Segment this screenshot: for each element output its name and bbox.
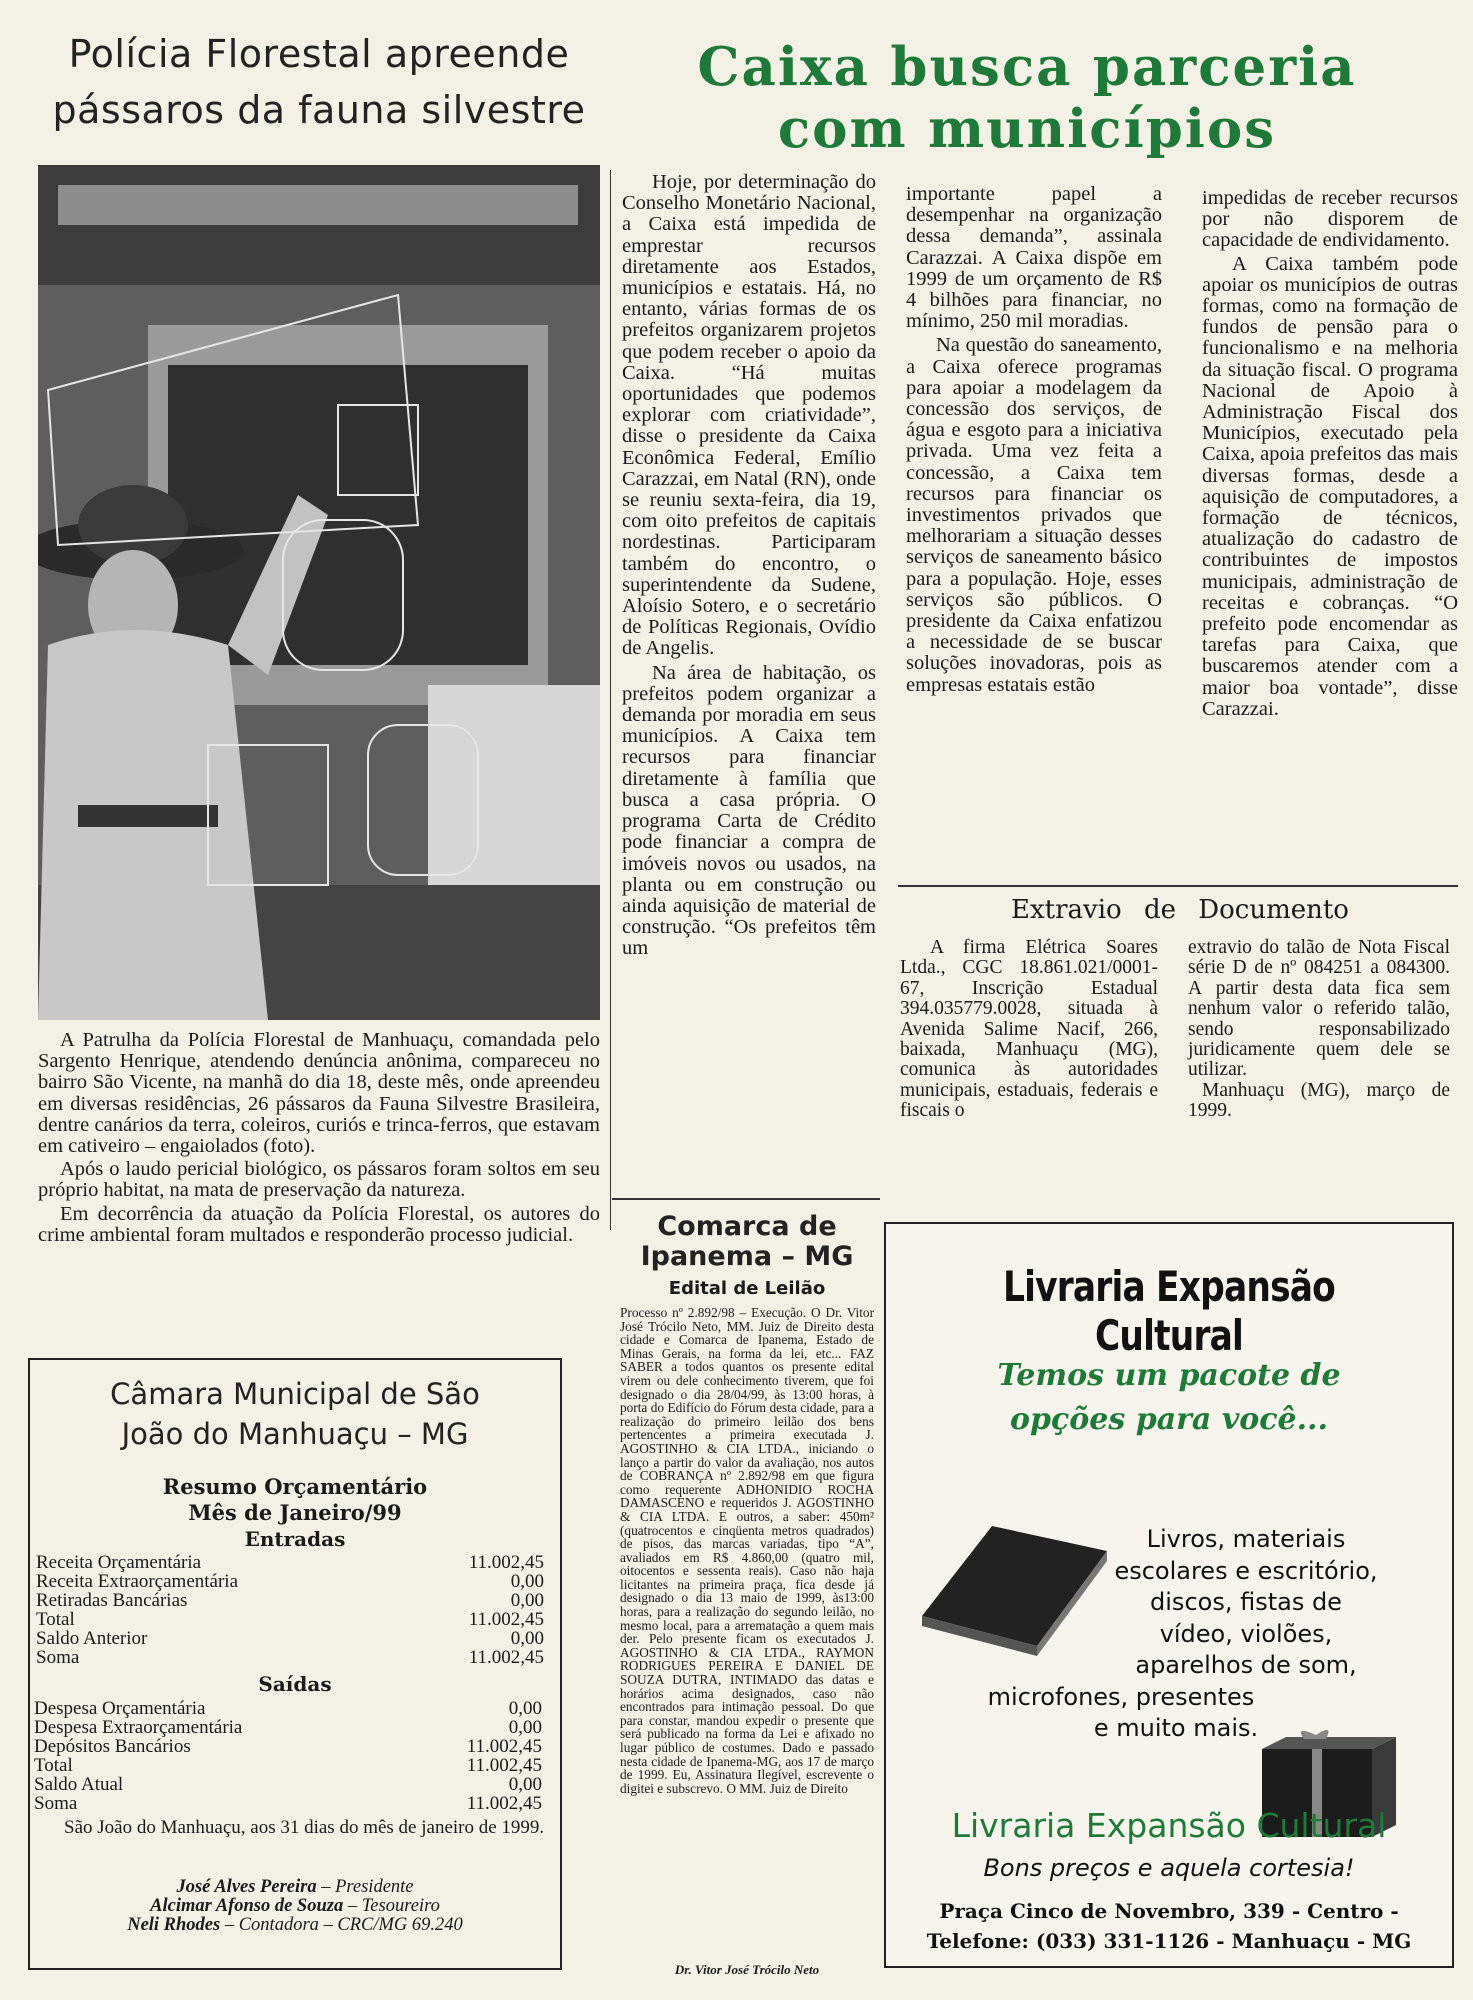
main-article-column-3 [1202,188,1458,720]
camara-title [30,1374,560,1454]
caption-paragraph-1: A Patrulha da Polícia Florestal de Manhuaçu, comandada pelo Sargento Henrique, atendendo denúncia anônima, compareceu no bairro São Vicente, na manhã do dia 18, deste mês, onde apreendeu em diversas residências, 26 pássaros da Fauna Silvestre Brasileira, dentre canários da terra, coleiros, curiós e trinca-ferros, que estavam em cativeiro – engaiolados (foto). [38,1029,600,1158]
signature-accountant-role: – Contadora – CRC/MG 69.240 [220,1915,463,1935]
saida-row [34,1775,542,1794]
signature-treasurer [30,1897,560,1916]
camara-title-line-1: Câmara Municipal de São [110,1377,480,1411]
camara-signatures [30,1878,560,1935]
ledger-value: 0,00 [508,1717,542,1738]
extravio-column-2 [1188,938,1450,1122]
saidas-list [34,1699,542,1813]
ad-address-line: Praça Cinco de Novembro, 339 - Centro - [939,1899,1399,1923]
ad-tagline-line-1: Temos um pacote de [997,1358,1341,1393]
ledger-value: 0,00 [508,1774,542,1795]
ledger-value: 11.002,45 [466,1755,542,1776]
main-headline-line-2: com municípios [777,98,1277,160]
comarca-title [612,1212,882,1272]
ledger-value: 11.002,45 [468,1647,544,1668]
ad-product-line: e muito mais. [1093,1714,1259,1742]
comarca-title-line-1: Comarca de [657,1211,837,1242]
main-article-column-2 [906,184,1162,696]
extravio-signature: Manhuaçu (MG), março de 1999. [1188,1079,1450,1122]
police-photo [38,165,600,1020]
camara-subtitle-line-1: Resumo Orçamentário [162,1474,428,1499]
ledger-label: Despesa Orçamentária [34,1698,206,1719]
signature-president-name: José Alves Pereira [176,1877,317,1897]
ledger-label: Retiradas Bancárias [36,1590,188,1611]
main-col2-paragraph-1: importante papel a desempenhar na organização dessa demanda”, assinala Carazzai. A Caixa dispõe em 1999 de um orçamento de R$ 4 bilhões para financiar, no mínimo, 250 mil moradias. [906,183,1162,333]
camara-subtitle [30,1474,560,1552]
ledger-value: 0,00 [510,1571,544,1592]
comarca-title-line-2: Ipanema – MG [640,1241,854,1272]
saida-row [34,1794,542,1813]
entrada-row [36,1610,544,1629]
ad-address [886,1896,1452,1956]
ledger-value: 0,00 [508,1698,542,1719]
ad-tagline-line-2: opções para você... [1010,1402,1328,1437]
saida-row [34,1718,542,1737]
caption-paragraph-2: Após o laudo pericial biológico, os pássaros foram soltos em seu próprio habitat, na mata de preservação da natureza. [38,1158,600,1202]
ledger-value: 0,00 [510,1628,544,1649]
main-headline-line-1: Caixa busca parceria [697,36,1357,98]
ledger-label: Soma [36,1647,80,1668]
signature-president-role: – Presidente [316,1877,414,1897]
ledger-value: 0,00 [510,1590,544,1611]
entrada-row [36,1553,544,1572]
extravio-col2-text: extravio do talão de Nota Fiscal série D de nº 084251 a 084300. A partir desta data fica sem nenhum valor o referido talão, sendo responsabilizado juridicamente quem dele se utilizar. [1188,937,1450,1081]
ad-products [987,1524,1446,1745]
comarca-subtitle: Edital de Leilão [668,1278,826,1299]
ledger-label: Total [36,1609,75,1630]
comarca-body: Processo nº 2.892/98 – Execução. O Dr. Vitor José Trócilo Neto, MM. Juiz de Direito desta cidade e Comarca de Ipanema, Estado de Minas Gerais, na forma da lei, etc... FAZ SABER a todos quantos os presente edital virem ou dele conhecimento tiverem, que foi designado o dia 28/04/99, às 13:00 horas, à porta do Edifício do Fórum desta cidade, para a realização do primeiro leilão dos bens pertencentes a primeira executada J. AGOSTINHO & CIA LTDA., iniciando o lanço a partir do valor da avaliação, nos autos de COBRANÇA nº 2.892/98 em que figura como requerente ADHONIDIO ROCHA DAMASCENO e requeridos J. AGOSTINHO & CIA LTDA. E outros, a saber: 450m² (quatrocentos e cinqüenta metros quadrados) de pisos, das marcas variadas, tipo “A”, avaliados em R$ 4.860,00 (quatro mil, oitocentos e sessenta reais). Caso não haja licitantes na primeira praça, fica desde já designado o dia 13 maio de 1999, às13:00 horas, para a realização do segundo leilão, no mesmo local, para a arrematação a quem mais der. Pelo presente ficam os executados J. AGOSTINHO & CIA LTDA., RAYMON RODRIGUES PEREIRA E DANIEL DE SOUZA DUTRA, INTIMADO das datas e horários acima designados, caso não encontrados para intimação pessoal. Do que para constar, mandou expedir o presente que será publicado na forma da Lei e afixado no lugar público de costumes. Dado e passado nesta cidade de Ipanema-MG, aos 17 de março de 1999. Eu, Assinatura Ilegível, escrevente o digitei e subscrevo. O MM. Juiz de Direito [620,1305,874,1796]
ledger-label: Total [34,1755,73,1776]
ledger-value: 11.002,45 [468,1552,544,1573]
signature-treasurer-role: – Tesoureiro [343,1896,440,1916]
signature-accountant-name: Neli Rhodes [127,1915,221,1935]
ad-product-line: Livros, materiais [1146,1525,1346,1553]
ledger-label: Receita Orçamentária [36,1552,202,1573]
ad-tagline [886,1354,1452,1442]
ad-product-line: vídeo, violões, [1159,1619,1333,1648]
ad-slogan: Bons preços e aquela cortesia! [983,1854,1355,1882]
camara-budget-box [28,1358,562,1970]
main-col1-paragraph-2: Na área de habitação, os prefeitos podem organizar a demanda por moradia em seus municípios. A Caixa tem recursos para financiar diretamente à família que busca a casa própria. O programa Carta de Crédito pode financiar a compra de imóveis novos ou usados, na planta ou em construção ou ainda aquisição de material de construção. “Os prefeitos têm um [622,661,876,960]
ad-product-line: escolares e escritório, [1114,1556,1378,1585]
camara-closing: São João do Manhuaçu, aos 31 dias do mês de janeiro de 1999. [64,1817,545,1838]
left-headline [38,26,600,138]
comarca-signature: Dr. Vitor José Trócilo Neto [674,1962,820,1977]
ad-brand-footer: Livraria Expansão Cultural [951,1806,1387,1845]
saida-row [34,1699,542,1718]
ledger-value: 11.002,45 [466,1736,542,1757]
ledger-label: Despesa Extraorçamentária [34,1717,243,1738]
entradas-heading: Entradas [244,1527,346,1551]
main-article-column-1 [622,172,876,960]
saida-row [34,1737,542,1756]
left-headline-line-2: pássaros da fauna silvestre [52,88,586,132]
signature-accountant [30,1916,560,1935]
ledger-label: Saldo Anterior [36,1628,148,1649]
ledger-label: Saldo Atual [34,1774,124,1795]
saidas-heading: Saídas [258,1672,332,1696]
column-divider-1 [610,170,611,1230]
main-col1-paragraph-1: Hoje, por determinação do Conselho Monetário Nacional, a Caixa está impedida de emprestar recursos diretamente aos Estados, municípios e estatais. Há, no entanto, várias formas de os prefeitos organizarem projetos que podem receber o apoio da Caixa. “Há muitas oportunidades que podemos explorar com criatividade”, disse o presidente da Caixa Econômica Federal, Emílio Carazzai, em Natal (RN), onde se reuniu sexta-feira, dia 19, com oito prefeitos de capitais nordestinas. Participaram também do encontro, o superintendente da Sudene, Aloísio Sotero, e o secretário de Políticas Regionais, Ovídio de Angelis. [622,171,876,660]
extravio-title: Extravio de Documento [1011,895,1349,925]
entrada-row [36,1648,544,1667]
extravio-column-1: A firma Elétrica Soares Ltda., CGC 18.861.021/0001-67, Inscrição Estadual 394.035779.0028, situada à Avenida Salime Nacif, 266, baixada, Manhuaçu (MG), comunica às autoridades municipais, estaduais, federais e fiscais o [900,937,1158,1122]
main-col2-paragraph-2: Na questão do saneamento, a Caixa oferece programas para apoiar a modelagem da concessão dos serviços, de água e esgoto para a iniciativa privada. Uma vez feita a concessão, a Caixa tem recursos para financiar os investimentos privados que melhorariam a situação desses serviços de saneamento básico para a população. Hoje, esses serviços são públicos. O presidente da Caixa enfatizou a necessidade de se buscar soluções inovadoras, pois as empresas estatais estão [906,334,1162,696]
entrada-row [36,1591,544,1610]
ledger-label: Depósitos Bancários [34,1736,191,1757]
main-headline [612,36,1442,160]
comarca-top-rule [612,1198,880,1200]
ledger-label: Soma [34,1793,78,1814]
ledger-value: 11.002,45 [468,1609,544,1630]
ad-product-line: aparelhos de som, [1135,1651,1357,1679]
main-col3-paragraph-1: impedidas de receber recursos por não disporem de capacidade de endividamento. [1202,187,1458,252]
photo-caption [38,1030,600,1246]
entradas-list [36,1553,544,1667]
ledger-label: Receita Extraorçamentária [36,1571,239,1592]
saida-row [34,1756,542,1775]
livraria-ad [884,1222,1454,1968]
camara-title-line-2: João do Manhuaçu – MG [121,1417,469,1451]
signature-president [30,1878,560,1897]
camara-subtitle-line-2: Mês de Janeiro/99 [188,1500,402,1525]
ad-brand-title: Livraria Expansão Cultural [1002,1262,1336,1360]
left-headline-line-1: Polícia Florestal apreende [68,32,570,76]
caption-paragraph-3: Em decorrência da atuação da Polícia Florestal, os autores do crime ambiental foram multados e responderão processo judicial. [38,1202,600,1246]
ad-product-line: microfones, presentes [987,1682,1255,1711]
main-col3-paragraph-2: A Caixa também pode apoiar os municípios de outras formas, como na formação de fundos de pensão para o funcionalismo e na melhoria da situação fiscal. O programa Nacional de Apoio à Administração Fiscal dos Municípios, executado pela Caixa, apoia prefeitos das mais diversas formas, desde a aquisição de computadores, a formação de técnicos, atualização do cadastro de contribuintes de impostos municipais, administração de receitas e cobranças. “O prefeito pode encomendar as tarefas para Caixa, que buscaremos atender com a maior boa vontade”, disse Carazzai. [1202,252,1458,720]
entrada-row [36,1629,544,1648]
ledger-value: 11.002,45 [466,1793,542,1814]
extravio-top-rule [898,885,1458,887]
signature-treasurer-name: Alcimar Afonso de Souza [150,1896,344,1916]
ad-product-line: discos, fistas de [1150,1588,1342,1616]
ad-phone-line: Telefone: (033) 331-1126 - Manhuaçu - MG [926,1929,1412,1953]
entrada-row [36,1572,544,1591]
police-officer-image [38,165,600,1020]
